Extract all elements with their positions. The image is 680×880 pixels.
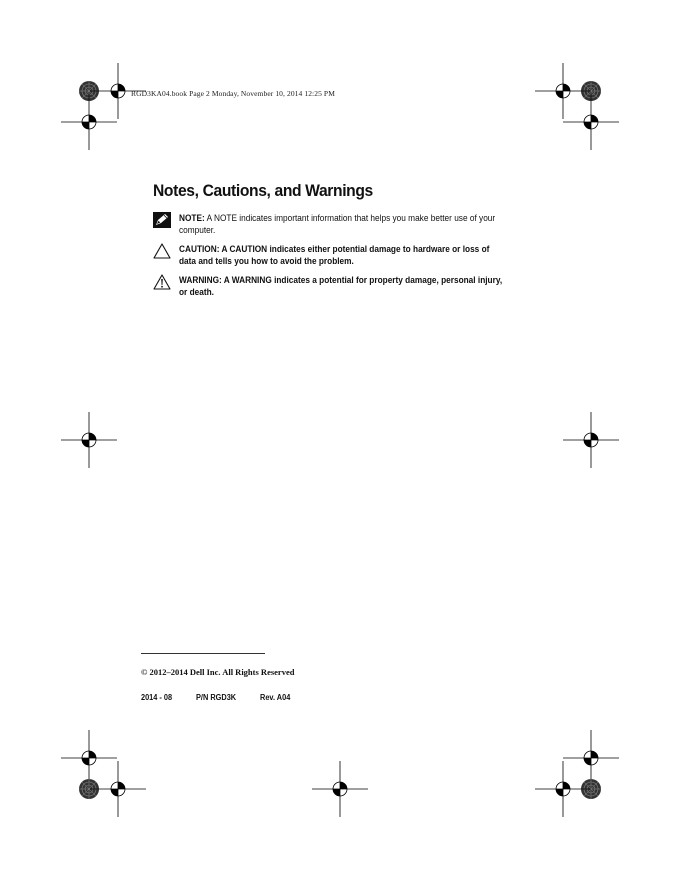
- part-number: P/N RGD3K: [196, 693, 237, 702]
- print-date: 2014 - 08: [141, 693, 173, 702]
- warning-label: WARNING:: [179, 275, 222, 285]
- note-pencil-icon: [153, 212, 171, 228]
- footnote-divider: [141, 653, 265, 654]
- note-text: [179, 212, 506, 236]
- note-body: A NOTE indicates important information that helps you make better use of your computer.: [179, 213, 496, 235]
- part-number-line: [141, 693, 290, 702]
- caution-triangle-icon: [153, 243, 171, 259]
- warning-body: A WARNING indicates a potential for property damage, personal injury, or death.: [179, 275, 503, 297]
- warning-triangle-icon: [153, 274, 171, 290]
- warning-text: [179, 274, 506, 298]
- revision: Rev. A04: [260, 693, 291, 702]
- warning-block: [153, 274, 508, 298]
- caution-label: CAUTION:: [179, 244, 220, 254]
- caution-text: [179, 243, 506, 267]
- note-label: NOTE:: [179, 213, 205, 223]
- note-block: [153, 212, 508, 236]
- caution-block: [153, 243, 508, 267]
- page-title: Notes, Cautions, and Warnings: [153, 181, 373, 200]
- copyright-notice: © 2012–2014 Dell Inc. All Rights Reserved: [141, 667, 295, 677]
- book-slug-line: RGD3KA04.book Page 2 Monday, November 10, 2014 12:25 PM: [131, 89, 335, 98]
- caution-body: A CAUTION indicates either potential damage to hardware or loss of data and tells you how to avoid the problem.: [179, 244, 490, 266]
